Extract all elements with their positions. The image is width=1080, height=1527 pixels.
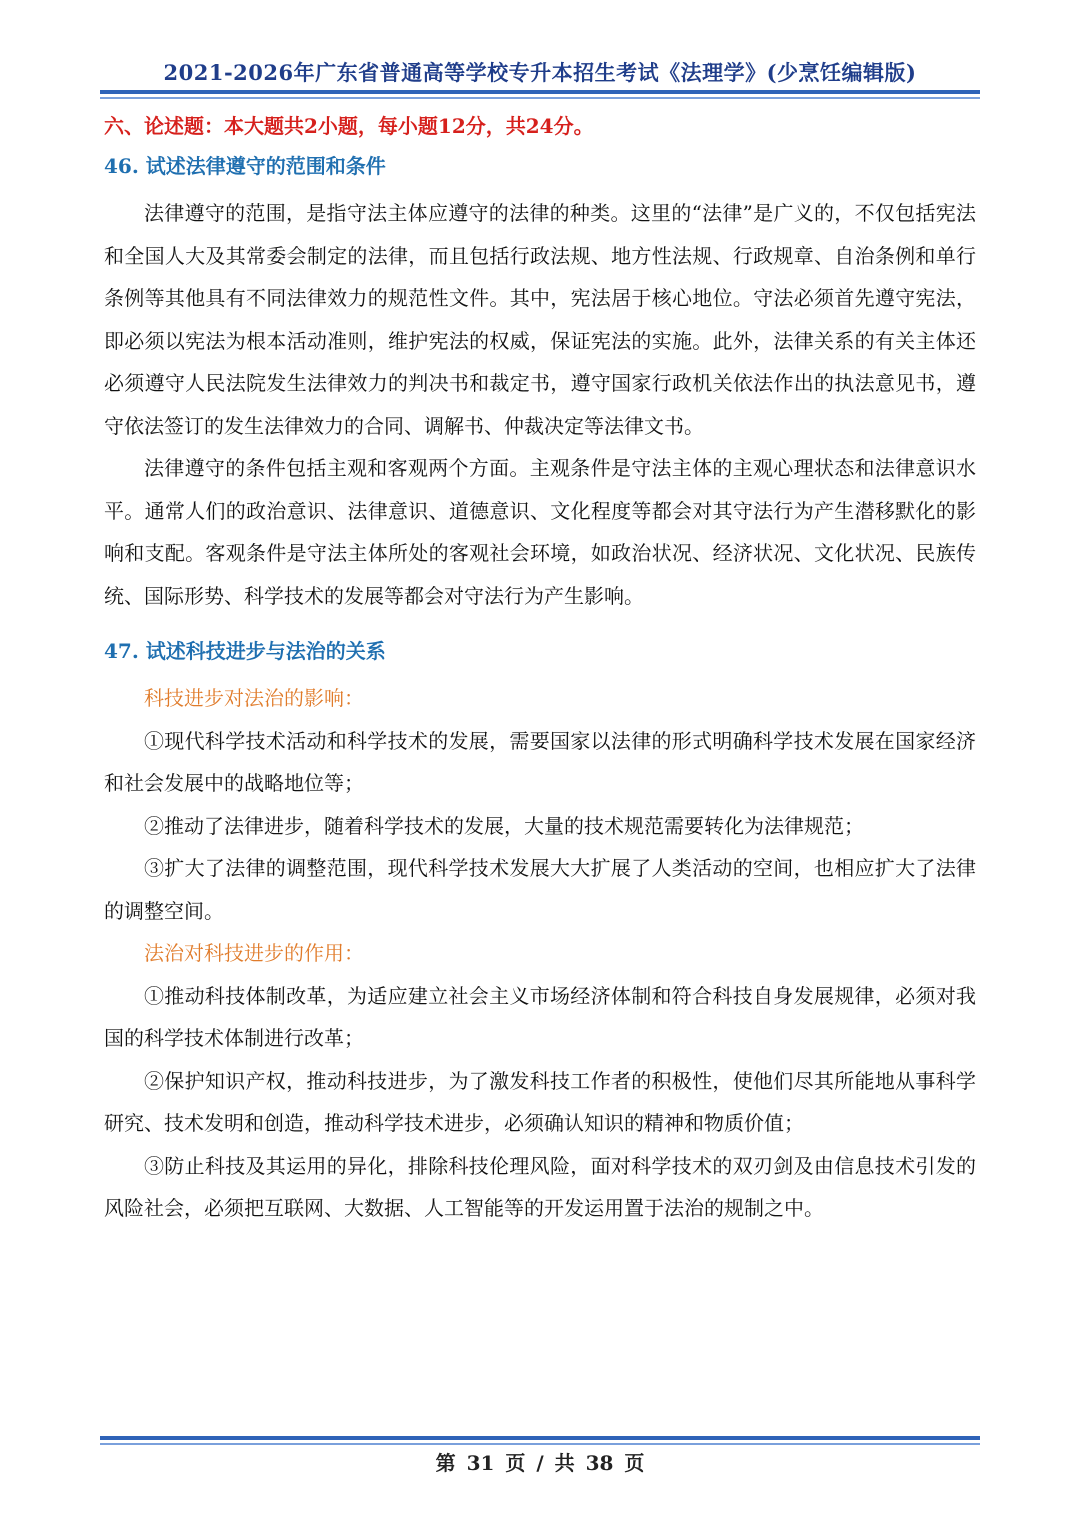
list-item: ③防止科技及其运用的异化，排除科技伦理风险，面对科学技术的双刃剑及由信息技术引发的风险社会，必须把互联网、大数据、人工智能等的开发运用置于法治的规制之中。 xyxy=(104,1153,976,1220)
answer-paragraph: 法律遵守的条件包括主观和客观两个方面。主观条件是守法主体的主观心理状态和法律意识水平。通常人们的政治意识、法律意识、道德意识、文化程度等都会对其守法行为产生潜移默化的影响和支配。客观条件是守法主体所处的客观社会环境，如政治状况、经济状况、文化状况、民族传统、国际形势、科学技术的发展等都会对守法行为产生影响。 xyxy=(104,456,976,608)
list-item: ①现代科学技术活动和科学技术的发展，需要国家以法律的形式明确科学技术发展在国家经济和社会发展中的战略地位等； xyxy=(104,728,976,795)
page-number: 第 31 页 / 共 38 页 xyxy=(435,1451,645,1475)
page-content xyxy=(104,110,976,1230)
question-47 xyxy=(104,635,976,1230)
list-item: ②推动了法律进步，随着科学技术的发展，大量的技术规范需要转化为法律规范； xyxy=(144,813,864,838)
section-heading: 六、论述题：本大题共2小题，每小题12分，共24分。 xyxy=(104,114,594,138)
list-item: ③扩大了法律的调整范围，现代科学技术发展大大扩展了人类活动的空间，也相应扩大了法律的调整空间。 xyxy=(104,856,976,923)
footer-rule-thin xyxy=(100,1443,980,1445)
question-title: 46. 试述法律遵守的范围和条件 xyxy=(104,154,386,178)
question-46 xyxy=(104,150,976,617)
sub-heading-role: 法治对科技进步的作用： xyxy=(144,941,364,965)
list-item: ②保护知识产权，推动科技进步，为了激发科技工作者的积极性，使他们尽其所能地从事科学研究、技术发明和创造，推动科学技术进步，必须确认知识的精神和物质价值； xyxy=(104,1068,976,1135)
question-title: 47. 试述科技进步与法治的关系 xyxy=(104,639,386,663)
answer-paragraph: 法律遵守的范围，是指守法主体应遵守的法律的种类。这里的“法律”是广义的，不仅包括宪法和全国人大及其常委会制定的法律，而且包括行政法规、地方性法规、行政规章、自治条例和单行条例等其他具有不同法律效力的规范性文件。其中，宪法居于核心地位。守法必须首先遵守宪法，即必须以宪法为根本活动准则，维护宪法的权威，保证宪法的实施。此外，法律关系的有关主体还必须遵守人民法院发生法律效力的判决书和裁定书，遵守国家行政机关依法作出的执法意见书，遵守依法签订的发生法律效力的合同、调解书、仲裁决定等法律文书。 xyxy=(104,201,976,438)
header-rule-thick xyxy=(100,90,980,94)
document-title: 2021-2026年广东省普通高等学校专升本招生考试《法理学》(少烹饪编辑版) xyxy=(163,60,917,85)
list-item: ①推动科技体制改革，为适应建立社会主义市场经济体制和符合科技自身发展规律，必须对我国的科学技术体制进行改革； xyxy=(104,983,976,1050)
header-rule-thin xyxy=(100,97,980,99)
sub-heading-impact: 科技进步对法治的影响： xyxy=(144,686,364,710)
footer-rule-thick xyxy=(100,1436,980,1440)
